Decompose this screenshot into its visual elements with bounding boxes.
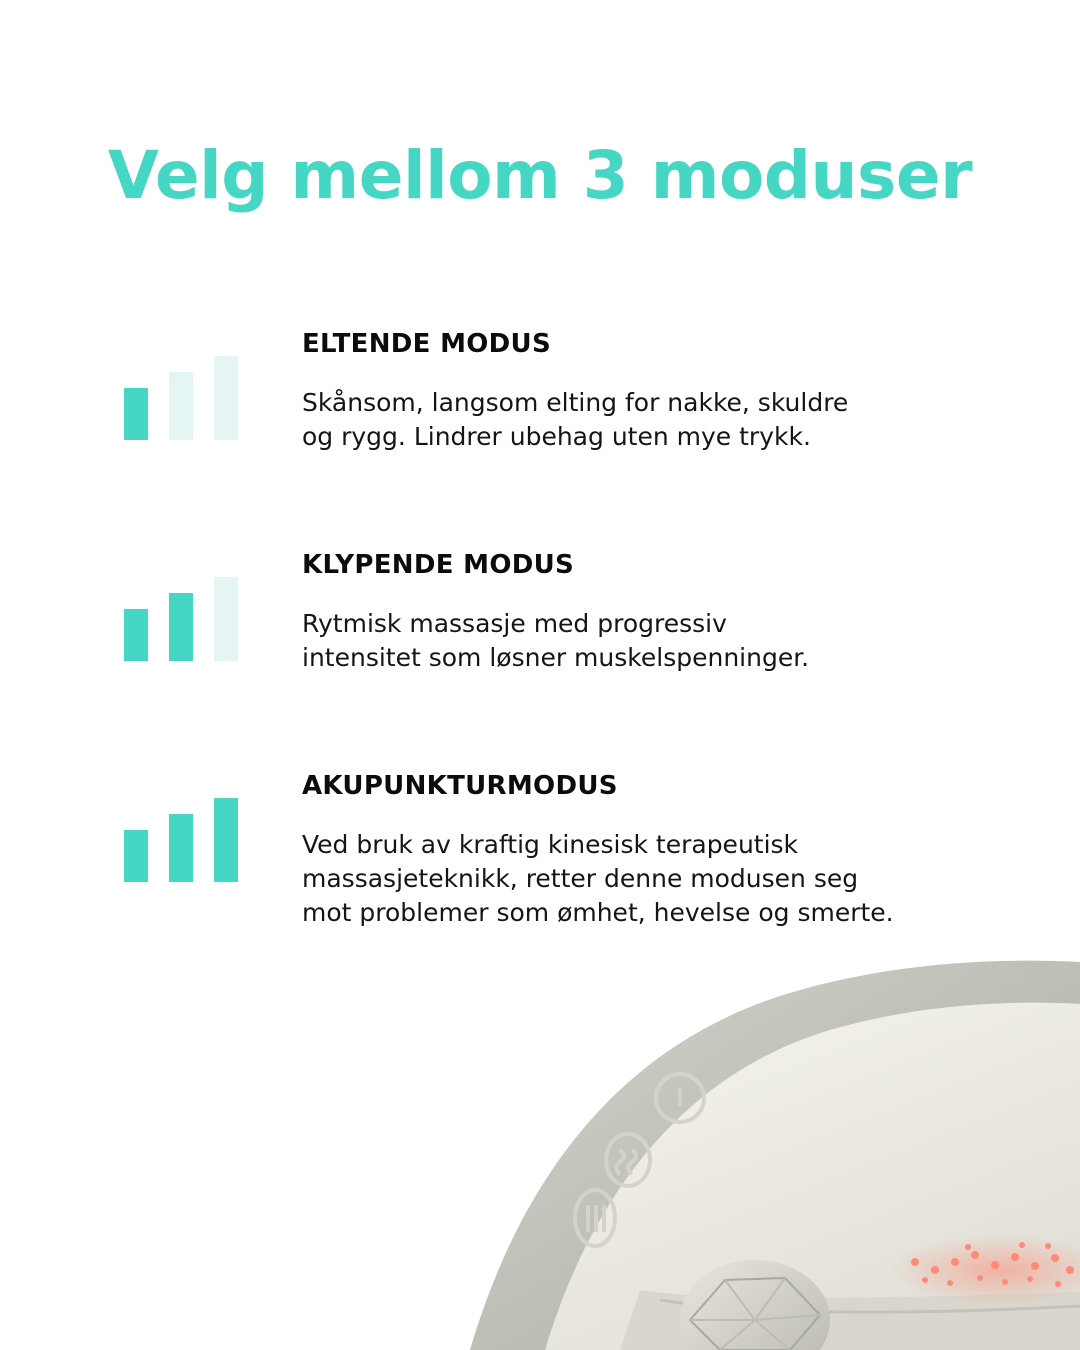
mode-heading: ELTENDE MODUS — [302, 329, 551, 359]
massager-inner-edge — [620, 1290, 1080, 1350]
mode-item-klypende — [0, 549, 1080, 749]
mode-description-line: mot problemer som ømhet, hevelse og smerte. — [302, 898, 894, 927]
signal-bar-2 — [169, 593, 193, 661]
signal-bar-1 — [124, 830, 148, 882]
massage-node — [680, 1260, 830, 1350]
signal-bar-1 — [124, 388, 148, 440]
mode-description — [302, 386, 1002, 454]
mode-description-line: og rygg. Lindrer ubehag uten mye trykk. — [302, 422, 811, 451]
signal-bars-icon — [124, 350, 238, 440]
signal-bars-icon — [124, 571, 238, 661]
mode-description-line: Skånsom, langsom elting for nakke, skuldre — [302, 388, 849, 417]
mode-heading: AKUPUNKTURMODUS — [302, 771, 618, 801]
mode-item-akupunktur — [0, 770, 1080, 970]
device-buttons — [575, 1074, 704, 1246]
red-light-dots — [911, 1242, 1074, 1287]
signal-bar-3 — [214, 577, 238, 661]
red-light-glow — [890, 1235, 1080, 1305]
page-title: Velg mellom 3 moduser — [107, 137, 973, 214]
signal-bar-3 — [214, 798, 238, 882]
signal-bar-1 — [124, 609, 148, 661]
signal-bar-2 — [169, 814, 193, 882]
mode-description-line: massasjeteknikk, retter denne modusen seg — [302, 864, 859, 893]
massager-body — [545, 1003, 1080, 1350]
signal-bars-icon — [124, 792, 238, 882]
signal-bar-3 — [214, 356, 238, 440]
mode-heading: KLYPENDE MODUS — [302, 550, 575, 580]
mode-item-eltende — [0, 328, 1080, 528]
massager-outer-shell — [470, 961, 1080, 1350]
mode-description — [302, 607, 1002, 675]
signal-bar-2 — [169, 372, 193, 440]
mode-description-line: intensitet som løsner muskelspenninger. — [302, 643, 810, 672]
mode-description — [302, 828, 1002, 930]
mode-description-line: Ved bruk av kraftig kinesisk terapeutisk — [302, 830, 799, 859]
mode-description-line: Rytmisk massasje med progressiv — [302, 609, 727, 638]
